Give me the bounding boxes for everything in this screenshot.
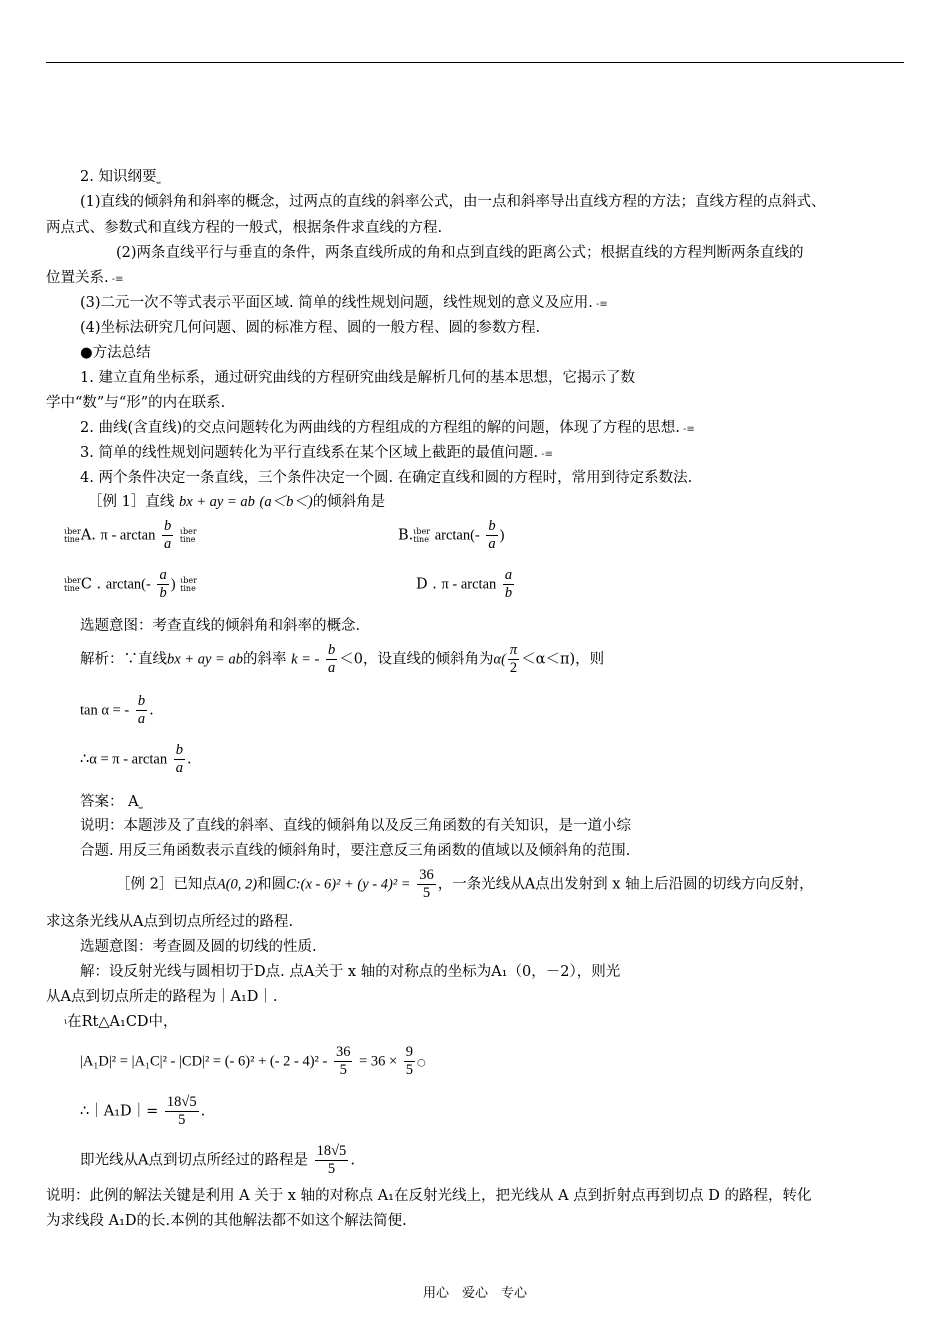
methods-title: ●方法总结 — [80, 345, 151, 361]
method-3: 3. 简单的线性规划问题转化为平行直线系在某个区域上截距的最值问题. -≡ — [80, 445, 553, 461]
outline-item-4: (4)坐标法研究几何问题、圆的标准方程、圆的一般方程、圆的参数方程. — [80, 320, 541, 336]
page-footer: 用心 爱心 专心 — [422, 1286, 527, 1301]
alpha-equation: ∴α = π - arctan $\frac{b}{a}$ . — [80, 742, 192, 776]
example1-answer: 答案： A⎵ — [80, 794, 143, 810]
example2-note-2: 为求线段 A₁D的长.本例的其他解法都不如这个解法简便. — [46, 1213, 407, 1229]
option-c: ιber tineC . arctan(- $\frac{a}{b}$ ) ιber tine — [64, 567, 197, 601]
example2-question: ［例 2］已知点A(0, 2)和圆C:(x - 6)² + (y - 4)² = $\frac{36}{5}$ ，一条光线从A点出发射到 x 轴上后沿圆的切线方向反射， — [116, 867, 814, 901]
method-4: 4. 两个条件决定一条直线，三个条件决定一个圆. 在确定直线和圆的方程时，常用到待定系数法. — [80, 470, 693, 486]
method-1-cont: 学中“数”与“形”的内在联系. — [46, 395, 226, 411]
distance-calculation: |A₁D|² = |A₁C|² - |CD|² = (- 6)² + (- 2 - 4)² - $\frac{36}{5}$ = 36 × $\frac{9}{5}$ ○ — [80, 1044, 426, 1078]
outline-item-1-cont: 两点式、参数式和直线方程的一般式，根据条件求直线的方程. — [46, 220, 443, 236]
distance-result: ∴｜A₁D｜= $\frac{18√5}{5}$ . — [80, 1094, 206, 1128]
example2-solution-3: ι在Rt△A₁CD中， — [64, 1014, 178, 1030]
outline-item-3: (3)二元一次不等式表示平面区域. 简单的线性规划问题，线性规划的意义及应用. -≡ — [80, 295, 608, 311]
example1-intent: 选题意图：考查直线的倾斜角和斜率的概念. — [80, 618, 361, 634]
option-a: ιber tineA. π - arctan $\frac{b}{a}$ ιber tine — [64, 518, 197, 552]
example1-note-1: 说明：本题涉及了直线的斜率、直线的倾斜角以及反三角函数的有关知识，是一道小综 — [80, 818, 631, 834]
outline-item-2: (2)两条直线平行与垂直的条件，两条直线所成的角和点到直线的距离公式；根据直线的方程判断两条直线的 — [116, 245, 804, 261]
example2-intent: 选题意图：考查圆及圆的切线的性质. — [80, 939, 317, 955]
example2-question-cont: 求这条光线从A点到切点所经过的路程. — [46, 914, 294, 930]
example2-solution-1: 解：设反射光线与圆相切于D点. 点A关于 x 轴的对称点的坐标为A₁（0，－2），则光 — [80, 964, 621, 980]
example2-note-1: 说明：此例的解法关键是利用 A 关于 x 轴的对称点 A₁在反射光线上，把光线从 A 点到折射点再到切点 D 的路程，转化 — [46, 1188, 812, 1204]
method-2: 2. 曲线(含直线)的交点问题转化为两曲线的方程组成的方程组的解的问题，体现了方程的思想. -≡ — [80, 420, 695, 436]
header-rule — [46, 62, 904, 63]
example1-solution: 解析：∵直线bx + ay = ab的斜率 k = - $\frac{b}{a}$ ＜0，设直线的倾斜角为α( $\frac{\pi}{2}$ ＜α＜π)，则 — [80, 642, 605, 676]
option-d: D . π - arctan $\frac{a}{b}$ — [416, 567, 513, 601]
outline-item-1: (1)直线的倾斜角和斜率的概念，过两点的直线的斜率公式，由一点和斜率导出直线方程的方法；直线方程的点斜式、 — [80, 194, 826, 210]
outline-item-2-cont: 位置关系. -≡ — [46, 270, 124, 286]
example1-question: ［例 1］直线 bx + ay = ab (a＜b＜)的倾斜角是 — [88, 494, 386, 510]
section-title: 2. 知识纲要⎵ — [80, 169, 161, 185]
method-1: 1. 建立直角坐标系，通过研究曲线的方程研究曲线是解析几何的基本思想，它揭示了数 — [80, 370, 635, 386]
example2-solution-2: 从A点到切点所走的路程为｜A₁D｜. — [46, 989, 278, 1005]
tan-equation: tan α = - $\frac{b}{a}$ . — [80, 693, 154, 727]
example1-note-2: 合题. 用反三角函数表示直线的倾斜角时，要注意反三角函数的值域以及倾斜角的范围. — [80, 843, 631, 859]
option-b: B.ιber tine arctan(- $\frac{b}{a}$ ) — [398, 518, 505, 552]
final-answer: 即光线从A点到切点所经过的路程是 $\frac{18√5}{5}$ . — [80, 1143, 355, 1177]
